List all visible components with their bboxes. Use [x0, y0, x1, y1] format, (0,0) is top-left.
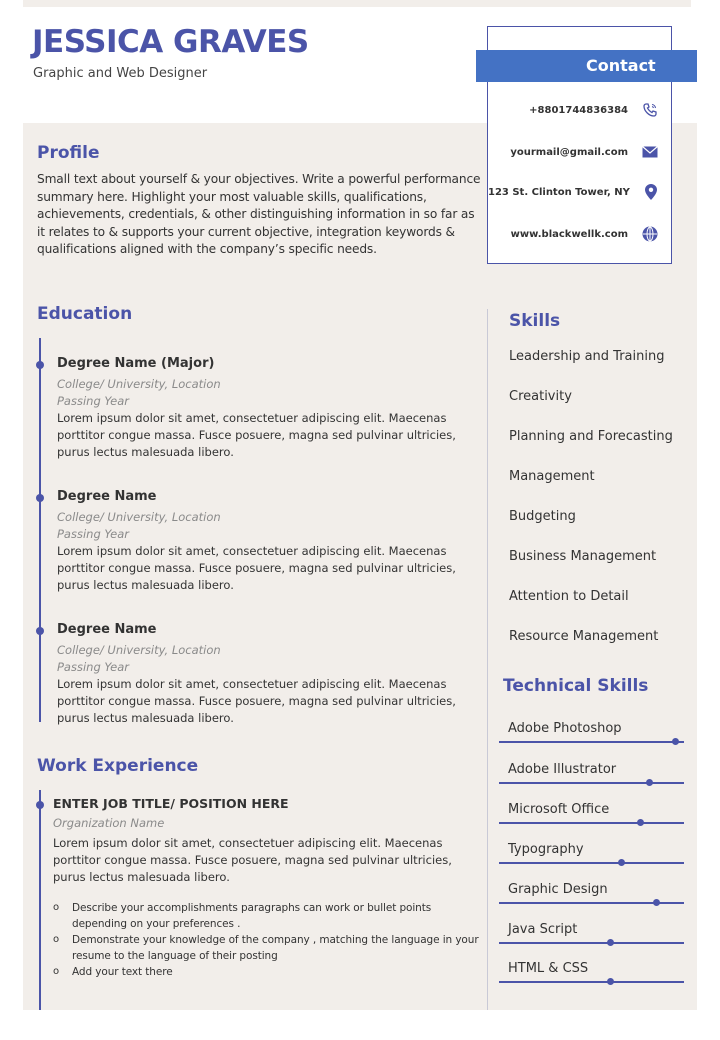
address-text: 123 St. Clinton Tower, NY [488, 186, 630, 198]
skill-item: Attention to Detail [509, 589, 629, 604]
passing-year: Passing Year [57, 394, 130, 408]
tech-skill [499, 762, 685, 786]
bullet-item [53, 900, 483, 932]
tech-skill [499, 882, 685, 906]
bullet-text: Add your text there [72, 966, 173, 978]
education-entry [57, 622, 477, 727]
skill-item: Management [509, 469, 595, 484]
skill-level-dot [607, 978, 614, 985]
skill-item: Budgeting [509, 509, 576, 524]
work-bullets [53, 900, 483, 980]
work-timeline [39, 790, 41, 1010]
top-strip [23, 0, 691, 7]
school-name: College/ University, Location [57, 510, 221, 524]
skill-item: Planning and Forecasting [509, 429, 673, 444]
skill-level-line [499, 981, 684, 983]
profile-heading: Profile [37, 143, 100, 163]
technical-skills-heading: Technical Skills [503, 676, 649, 696]
bullet-item [53, 932, 483, 964]
education-description: Lorem ipsum dolor sit amet, consectetuer adipiscing elit. Maecenas porttitor congue massa. Fusce posuere, magna sed pulvinar ultricies, purus lectus malesuada libero. [57, 411, 456, 459]
person-name: JESSICA GRAVES [32, 24, 309, 60]
timeline-dot [36, 494, 44, 502]
organization-name: Organization Name [53, 816, 165, 830]
tech-skill [499, 842, 685, 866]
bullet-circle-icon: o [53, 902, 60, 913]
skill-item: Creativity [509, 389, 572, 404]
skill-level-dot [646, 779, 653, 786]
column-divider [487, 309, 488, 1010]
tech-skill-label: Java Script [508, 922, 578, 937]
map-pin-icon [644, 184, 658, 200]
email-text: yourmail@gmail.com [510, 146, 628, 158]
work-heading: Work Experience [37, 756, 199, 776]
tech-skill [499, 802, 685, 826]
work-description: Lorem ipsum dolor sit amet, consectetuer adipiscing elit. Maecenas porttitor congue massa. Fusce posuere, magna sed pulvinar ultricies, purus lectus malesuada libero. [53, 836, 452, 884]
school-name: College/ University, Location [57, 643, 221, 657]
tech-skill-label: Graphic Design [508, 882, 608, 897]
bullet-item [53, 964, 483, 980]
education-timeline [39, 338, 41, 722]
skill-item: Leadership and Training [509, 349, 665, 364]
bullet-circle-icon: o [53, 934, 60, 945]
timeline-dot [36, 627, 44, 635]
education-description: Lorem ipsum dolor sit amet, consectetuer adipiscing elit. Maecenas porttitor congue massa. Fusce posuere, magna sed pulvinar ultricies, purus lectus malesuada libero. [57, 544, 456, 592]
phone-icon [642, 102, 658, 118]
skill-level-line [499, 862, 684, 864]
degree-name: Degree Name [57, 622, 157, 637]
contact-heading: Contact [476, 50, 697, 82]
skill-item: Business Management [509, 549, 657, 564]
skill-level-dot [672, 738, 679, 745]
skill-level-line [499, 822, 684, 824]
passing-year: Passing Year [57, 527, 130, 541]
bullet-text: Demonstrate your knowledge of the company , matching the language in your resume to the language of their posting [72, 934, 479, 962]
bullet-circle-icon: o [53, 966, 60, 977]
tech-skill [499, 961, 685, 985]
school-name: College/ University, Location [57, 377, 221, 391]
tech-skill-label: Typography [508, 842, 584, 857]
job-title: ENTER JOB TITLE/ POSITION HERE [53, 796, 289, 811]
timeline-dot [36, 361, 44, 369]
profile-text: Small text about yourself & your objectives. Write a powerful performance summary here. Highlight your most valuable skills, qualifications, achievements, credentials, & other distinguishing information in so far as it relates to & supports your current objective, integration keywords & qualifications aligned with the company’s specific needs. [37, 172, 481, 257]
education-description: Lorem ipsum dolor sit amet, consectetuer adipiscing elit. Maecenas porttitor congue massa. Fusce posuere, magna sed pulvinar ultricies, purus lectus malesuada libero. [57, 677, 456, 725]
skills-heading: Skills [509, 311, 561, 331]
tech-skill [499, 922, 685, 946]
contact-address[interactable] [488, 181, 672, 203]
education-heading: Education [37, 304, 133, 324]
skill-item: Resource Management [509, 629, 659, 644]
tech-skill-label: Adobe Photoshop [508, 721, 622, 736]
skill-level-line [499, 782, 684, 784]
skill-level-dot [637, 819, 644, 826]
skill-level-dot [618, 859, 625, 866]
website-text: www.blackwellk.com [510, 228, 628, 240]
contact-email[interactable] [488, 141, 672, 163]
passing-year: Passing Year [57, 660, 130, 674]
job-subtitle: Graphic and Web Designer [33, 66, 208, 81]
education-entry [57, 489, 477, 594]
bullet-text: Describe your accomplishments paragraphs can work or bullet points depending on your preferences . [72, 902, 432, 930]
skill-level-dot [607, 939, 614, 946]
degree-name: Degree Name [57, 489, 157, 504]
degree-name: Degree Name (Major) [57, 356, 215, 371]
contact-phone[interactable] [488, 99, 672, 121]
education-entry [57, 356, 477, 461]
skill-level-line [499, 942, 684, 944]
work-entry [53, 796, 483, 886]
tech-skill-label: HTML & CSS [508, 961, 589, 976]
tech-skill-label: Adobe Illustrator [508, 762, 617, 777]
timeline-dot [36, 801, 44, 809]
envelope-icon [642, 144, 658, 160]
contact-website[interactable] [488, 223, 672, 245]
tech-skill-label: Microsoft Office [508, 802, 610, 817]
globe-icon [642, 226, 658, 242]
tech-skill [499, 721, 685, 745]
skill-level-dot [653, 899, 660, 906]
phone-text: +8801744836384 [529, 104, 628, 116]
skill-level-line [499, 741, 684, 743]
